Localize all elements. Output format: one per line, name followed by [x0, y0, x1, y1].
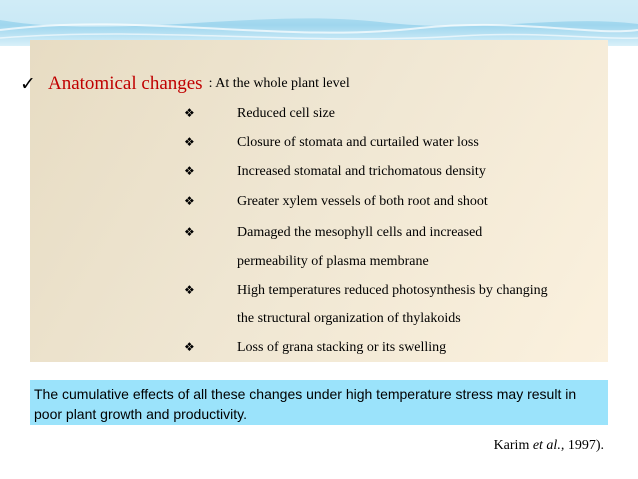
check-icon: ✓ [20, 73, 36, 95]
list-item-text: Closure of stomata and curtailed water loss [237, 135, 479, 150]
headline-suffix: : At the whole plant level [208, 76, 350, 91]
summary-text: The cumulative effects of all these changes under high temperature stress may result in poor plant growth and productivity. [34, 386, 577, 422]
diamond-bullet-icon: ❖ [184, 164, 195, 178]
diamond-bullet-icon: ❖ [184, 225, 195, 239]
citation [494, 438, 604, 454]
list-item-text: Greater xylem vessels of both root and shoot [237, 194, 488, 209]
list-item-text: the structural organization of thylakoids [237, 311, 461, 326]
list-item-text: High temperatures reduced photosynthesis by changing [237, 283, 548, 298]
diamond-bullet-icon: ❖ [184, 194, 195, 208]
diamond-bullet-icon: ❖ [184, 340, 195, 354]
diamond-bullet-icon: ❖ [184, 106, 195, 120]
list-item-text: permeability of plasma membrane [237, 254, 429, 269]
list-item-text: Reduced cell size [237, 106, 335, 121]
list-item-text: Damaged the mesophyll cells and increased [237, 225, 483, 240]
summary-box [30, 380, 608, 425]
citation-author: Karim [493, 438, 533, 453]
diamond-bullet-icon: ❖ [184, 283, 195, 297]
diamond-bullet-icon: ❖ [184, 135, 195, 149]
citation-etal: et al., [532, 438, 565, 453]
headline [20, 73, 350, 95]
list-item-text: Increased stomatal and trichomatous density [237, 164, 486, 179]
headline-title: Anatomical changes [48, 73, 203, 94]
list-item-text: Loss of grana stacking or its swelling [237, 340, 447, 355]
citation-year: 1997). [564, 438, 604, 453]
